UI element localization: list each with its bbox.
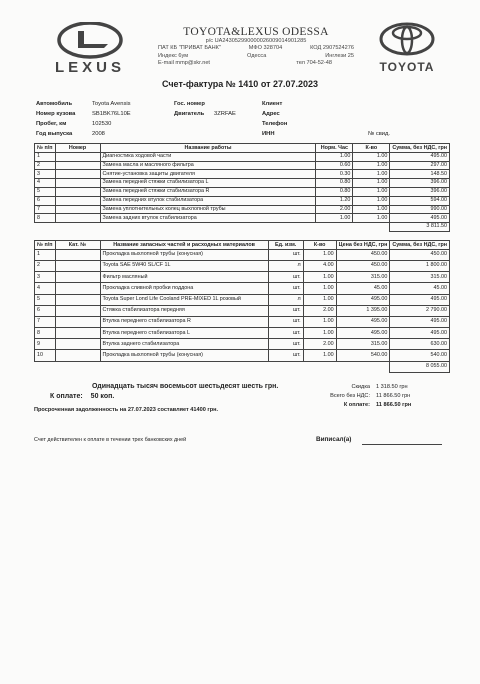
part-row (35, 272, 450, 283)
col-number: № п/п (35, 144, 56, 153)
car-label: Автомобиль (36, 101, 73, 107)
work-name: Замена масла и масляного фильтра (100, 161, 316, 170)
pay-kopecks (50, 393, 114, 400)
quantity: 1.00 (303, 272, 336, 283)
row-number: 8 (35, 328, 56, 339)
col-qty: К-во (303, 241, 336, 250)
row-number: 10 (35, 350, 56, 361)
part-name: Прокладка сливной пробки поддона (100, 283, 268, 294)
row-number: 2 (35, 161, 56, 170)
quantity: 4.00 (303, 260, 336, 271)
parts-total: 8 055.00 (390, 361, 450, 372)
index-value: 6ум (178, 52, 189, 59)
contact-line (150, 60, 362, 67)
unit-price: 45.00 (336, 283, 390, 294)
row-sum: 1 800.00 (390, 260, 450, 271)
catalog-number (55, 249, 100, 260)
year-value: 2008 (92, 131, 105, 137)
quantity: 1.00 (353, 170, 390, 179)
work-row (35, 196, 450, 205)
row-sum: 148.50 (390, 170, 450, 179)
year-label: Год выпуска (36, 131, 73, 137)
mileage-value: 102530 (92, 121, 112, 127)
discount-label: Скидка (351, 384, 370, 390)
row-number: 2 (35, 260, 56, 271)
row-sum: 396.00 (390, 179, 450, 188)
toyota-logo (362, 22, 452, 74)
norm-hours: 1.20 (316, 196, 353, 205)
row-sum: 495.00 (390, 152, 450, 161)
part-row (35, 350, 450, 361)
col-sum: Сумма, без НДС, грн (390, 144, 450, 153)
work-name: Замена уплотнительных колец выхлопной трубы (100, 205, 316, 214)
address-label: Адрес (262, 111, 280, 117)
certificate-label: № свид. (368, 131, 391, 137)
part-name: Втулка заднего стабилизатора (100, 339, 268, 350)
row-sum: 315.00 (390, 272, 450, 283)
work-row (35, 161, 450, 170)
part-name: Втулка переднего стабилизатора L (100, 328, 268, 339)
signature-line (362, 444, 442, 445)
row-sum: 2 790.00 (390, 305, 450, 316)
catalog-number (55, 283, 100, 294)
work-code (55, 152, 100, 161)
work-name: Замена передней стяжки стабилизатора R (100, 187, 316, 196)
part-row (35, 260, 450, 271)
row-number: 1 (35, 152, 56, 161)
inn-label: ИНН (262, 131, 275, 137)
part-row (35, 294, 450, 305)
part-name: Прокладка выхлопной трубы (конусная) (100, 350, 268, 361)
unit-price: 315.00 (336, 272, 390, 283)
part-name: Фильтр масляный (100, 272, 268, 283)
norm-hours: 1.00 (316, 214, 353, 223)
work-row (35, 214, 450, 223)
client-label: Клиент (262, 101, 283, 107)
parts-header-row (35, 241, 450, 250)
catalog-number (55, 339, 100, 350)
unit-price: 495.00 (336, 328, 390, 339)
work-code (55, 196, 100, 205)
part-name: Втулка переднего стабилизатора R (100, 316, 268, 327)
pay-label: К оплате: (50, 393, 83, 400)
work-name: Замена передней стяжки стабилизатора L (100, 179, 316, 188)
engine-label: Двигатель (174, 111, 205, 117)
bank-name: ПАТ КБ "ПРИВАТ БАНК" (158, 45, 221, 52)
works-total: 3 811.50 (390, 223, 450, 232)
unit: шт. (268, 272, 303, 283)
row-number: 4 (35, 283, 56, 294)
unit-price: 1 395.00 (336, 305, 390, 316)
quantity: 1.00 (353, 161, 390, 170)
city: Одесса (247, 52, 267, 59)
norm-hours: 0.60 (316, 161, 353, 170)
engine-value: 3ZRFAE (214, 111, 236, 117)
row-number: 1 (35, 249, 56, 260)
work-name: Замена задних втулок стабилизатора (100, 214, 316, 223)
unit: шт. (268, 316, 303, 327)
quantity: 1.00 (303, 283, 336, 294)
works-total-row (35, 223, 450, 232)
row-number: 7 (35, 316, 56, 327)
col-qty: К-во (353, 144, 390, 153)
work-code (55, 170, 100, 179)
unit: л (268, 294, 303, 305)
phone-label: Телефон (262, 121, 288, 127)
car-value: Toyota Avensis (92, 101, 131, 107)
quantity: 1.00 (303, 294, 336, 305)
quantity: 2.00 (303, 339, 336, 350)
works-header-row (35, 144, 450, 153)
work-code (55, 214, 100, 223)
amount-in-words: Одинадцать тысяч восемьсот шестьдесят шесть грн. (92, 383, 279, 390)
quantity: 1.00 (303, 328, 336, 339)
lexus-wordmark: LEXUS (54, 59, 126, 74)
unit: шт. (268, 283, 303, 294)
quantity: 1.00 (353, 152, 390, 161)
work-code (55, 179, 100, 188)
part-row (35, 305, 450, 316)
part-name: Toyota SAE 5W40 SL/CF 1L (100, 260, 268, 271)
row-number: 3 (35, 272, 56, 283)
parts-table (34, 240, 450, 373)
row-number: 9 (35, 339, 56, 350)
row-sum: 630.00 (390, 339, 450, 350)
row-number: 6 (35, 196, 56, 205)
work-row (35, 187, 450, 196)
unit-price: 450.00 (336, 260, 390, 271)
signed-by-label: Виписал(а) (316, 436, 352, 443)
part-name: Прокладка выхлопной трубы (конусная) (100, 249, 268, 260)
quantity: 1.00 (303, 249, 336, 260)
quantity: 1.00 (353, 187, 390, 196)
unit-price: 495.00 (336, 316, 390, 327)
part-row (35, 249, 450, 260)
unit: шт. (268, 305, 303, 316)
bank-account: р/с UA243052990000026009014901285 (205, 38, 307, 44)
row-sum: 495.00 (390, 328, 450, 339)
quantity: 1.00 (353, 205, 390, 214)
index-label: Индекс (158, 52, 177, 59)
norm-hours: 0.80 (316, 179, 353, 188)
work-code (55, 187, 100, 196)
phone: тел 704-52-48 (296, 60, 332, 67)
col-number: № п/п (35, 241, 56, 250)
row-sum: 45.00 (390, 283, 450, 294)
bank-line (150, 45, 362, 52)
work-code (55, 161, 100, 170)
unit-price: 450.00 (336, 249, 390, 260)
part-row (35, 328, 450, 339)
col-code: Номер (55, 144, 100, 153)
unit: шт. (268, 249, 303, 260)
invoice-title: Счет-фактура № 1410 от 27.07.2023 (161, 79, 319, 89)
works-rows (35, 152, 450, 231)
work-row (35, 170, 450, 179)
row-sum: 396.00 (390, 187, 450, 196)
vehicle-info (36, 101, 390, 141)
to-pay-value: 11 866.50 грн (376, 402, 412, 408)
unit: шт. (268, 350, 303, 361)
email: E-mail mmp@skr.net (158, 60, 210, 67)
edrpou-code: КОД 2907524276 (310, 45, 354, 52)
works-table (34, 143, 450, 232)
row-number: 6 (35, 305, 56, 316)
body-label: Номер кузова (36, 111, 76, 117)
toyota-wordmark: TOYOTA (379, 60, 435, 74)
col-part-name: Название запасных частей и расходных материалов (100, 241, 268, 250)
quantity: 1.00 (353, 179, 390, 188)
row-number: 3 (35, 170, 56, 179)
quantity: 1.00 (303, 350, 336, 361)
row-number: 7 (35, 205, 56, 214)
plate-value (214, 101, 262, 111)
row-number: 8 (35, 214, 56, 223)
work-row (35, 205, 450, 214)
plate-label: Гос. номер (174, 101, 205, 107)
pay-kop-value: 50 коп. (90, 393, 115, 400)
body-value: SB1BK76L10E (92, 111, 131, 117)
unit: шт. (268, 339, 303, 350)
norm-hours: 0.80 (316, 187, 353, 196)
unit-price: 315.00 (336, 339, 390, 350)
street: Инглези 25 (325, 52, 354, 59)
col-work-name: Название работы (100, 144, 316, 153)
work-code (55, 205, 100, 214)
catalog-number (55, 328, 100, 339)
norm-hours: 0.30 (316, 170, 353, 179)
row-sum: 495.00 (390, 316, 450, 327)
work-name: Диагностика ходовой части (100, 152, 316, 161)
row-sum: 495.00 (390, 214, 450, 223)
catalog-number (55, 350, 100, 361)
unit-price: 540.00 (336, 350, 390, 361)
catalog-number (55, 272, 100, 283)
discount-value: 1 318.50 грн (376, 384, 408, 390)
unit: л (268, 260, 303, 271)
col-price: Цена без НДС, грн (336, 241, 390, 250)
to-pay-label: К оплате: (343, 402, 370, 408)
row-sum: 990.00 (390, 205, 450, 214)
total-no-vat-label: Всего без НДС: (330, 393, 370, 399)
row-sum: 594.00 (390, 196, 450, 205)
catalog-number (55, 260, 100, 271)
totals-block (300, 384, 450, 411)
part-name: Toyota Super Lond Life Cooland PRE-MIXED 1L розовый (100, 294, 268, 305)
mfo: МФО 328704 (248, 45, 283, 52)
row-sum: 540.00 (390, 350, 450, 361)
row-sum: 450.00 (390, 249, 450, 260)
row-number: 4 (35, 179, 56, 188)
norm-hours: 1.00 (316, 152, 353, 161)
part-row (35, 316, 450, 327)
part-row (35, 339, 450, 350)
overdue-note: Просроченная задолженность на 27.07.2023 составляет 41400 грн. (34, 407, 219, 413)
lexus-logo (34, 22, 146, 74)
work-name: Замена передних втулок стабилизатора (100, 196, 316, 205)
col-norm-hour: Норм. Час (316, 144, 353, 153)
col-sum: Сумма, без НДС, грн (390, 241, 450, 250)
quantity: 1.00 (353, 196, 390, 205)
total-no-vat-value: 11 866.50 грн (376, 393, 411, 399)
catalog-number (55, 294, 100, 305)
row-sum: 297.00 (390, 161, 450, 170)
part-name: Стяжка стабилизатора передняя (100, 305, 268, 316)
parts-rows (35, 249, 450, 372)
work-row (35, 152, 450, 161)
quantity: 1.00 (353, 214, 390, 223)
unit-price: 495.00 (336, 294, 390, 305)
work-row (35, 179, 450, 188)
col-catalog: Кат. № (55, 241, 100, 250)
catalog-number (55, 316, 100, 327)
address-line (150, 53, 362, 60)
catalog-number (55, 305, 100, 316)
quantity: 2.00 (303, 305, 336, 316)
quantity: 1.00 (303, 316, 336, 327)
mileage-label: Пробег, км (36, 121, 67, 127)
parts-total-row (35, 361, 450, 372)
row-number: 5 (35, 187, 56, 196)
row-sum: 495.00 (390, 294, 450, 305)
validity-note: Счет действителен к оплате в течении трех банковских дней (34, 437, 187, 443)
company-name: TOYOTA&LEXUS ODESSA (183, 26, 329, 38)
norm-hours: 2.00 (316, 205, 353, 214)
work-name: Снятие-установка защиты двигателя (100, 170, 316, 179)
row-number: 5 (35, 294, 56, 305)
col-unit: Ед. изм. (268, 241, 303, 250)
company-header (150, 26, 362, 68)
unit: шт. (268, 328, 303, 339)
part-row (35, 283, 450, 294)
